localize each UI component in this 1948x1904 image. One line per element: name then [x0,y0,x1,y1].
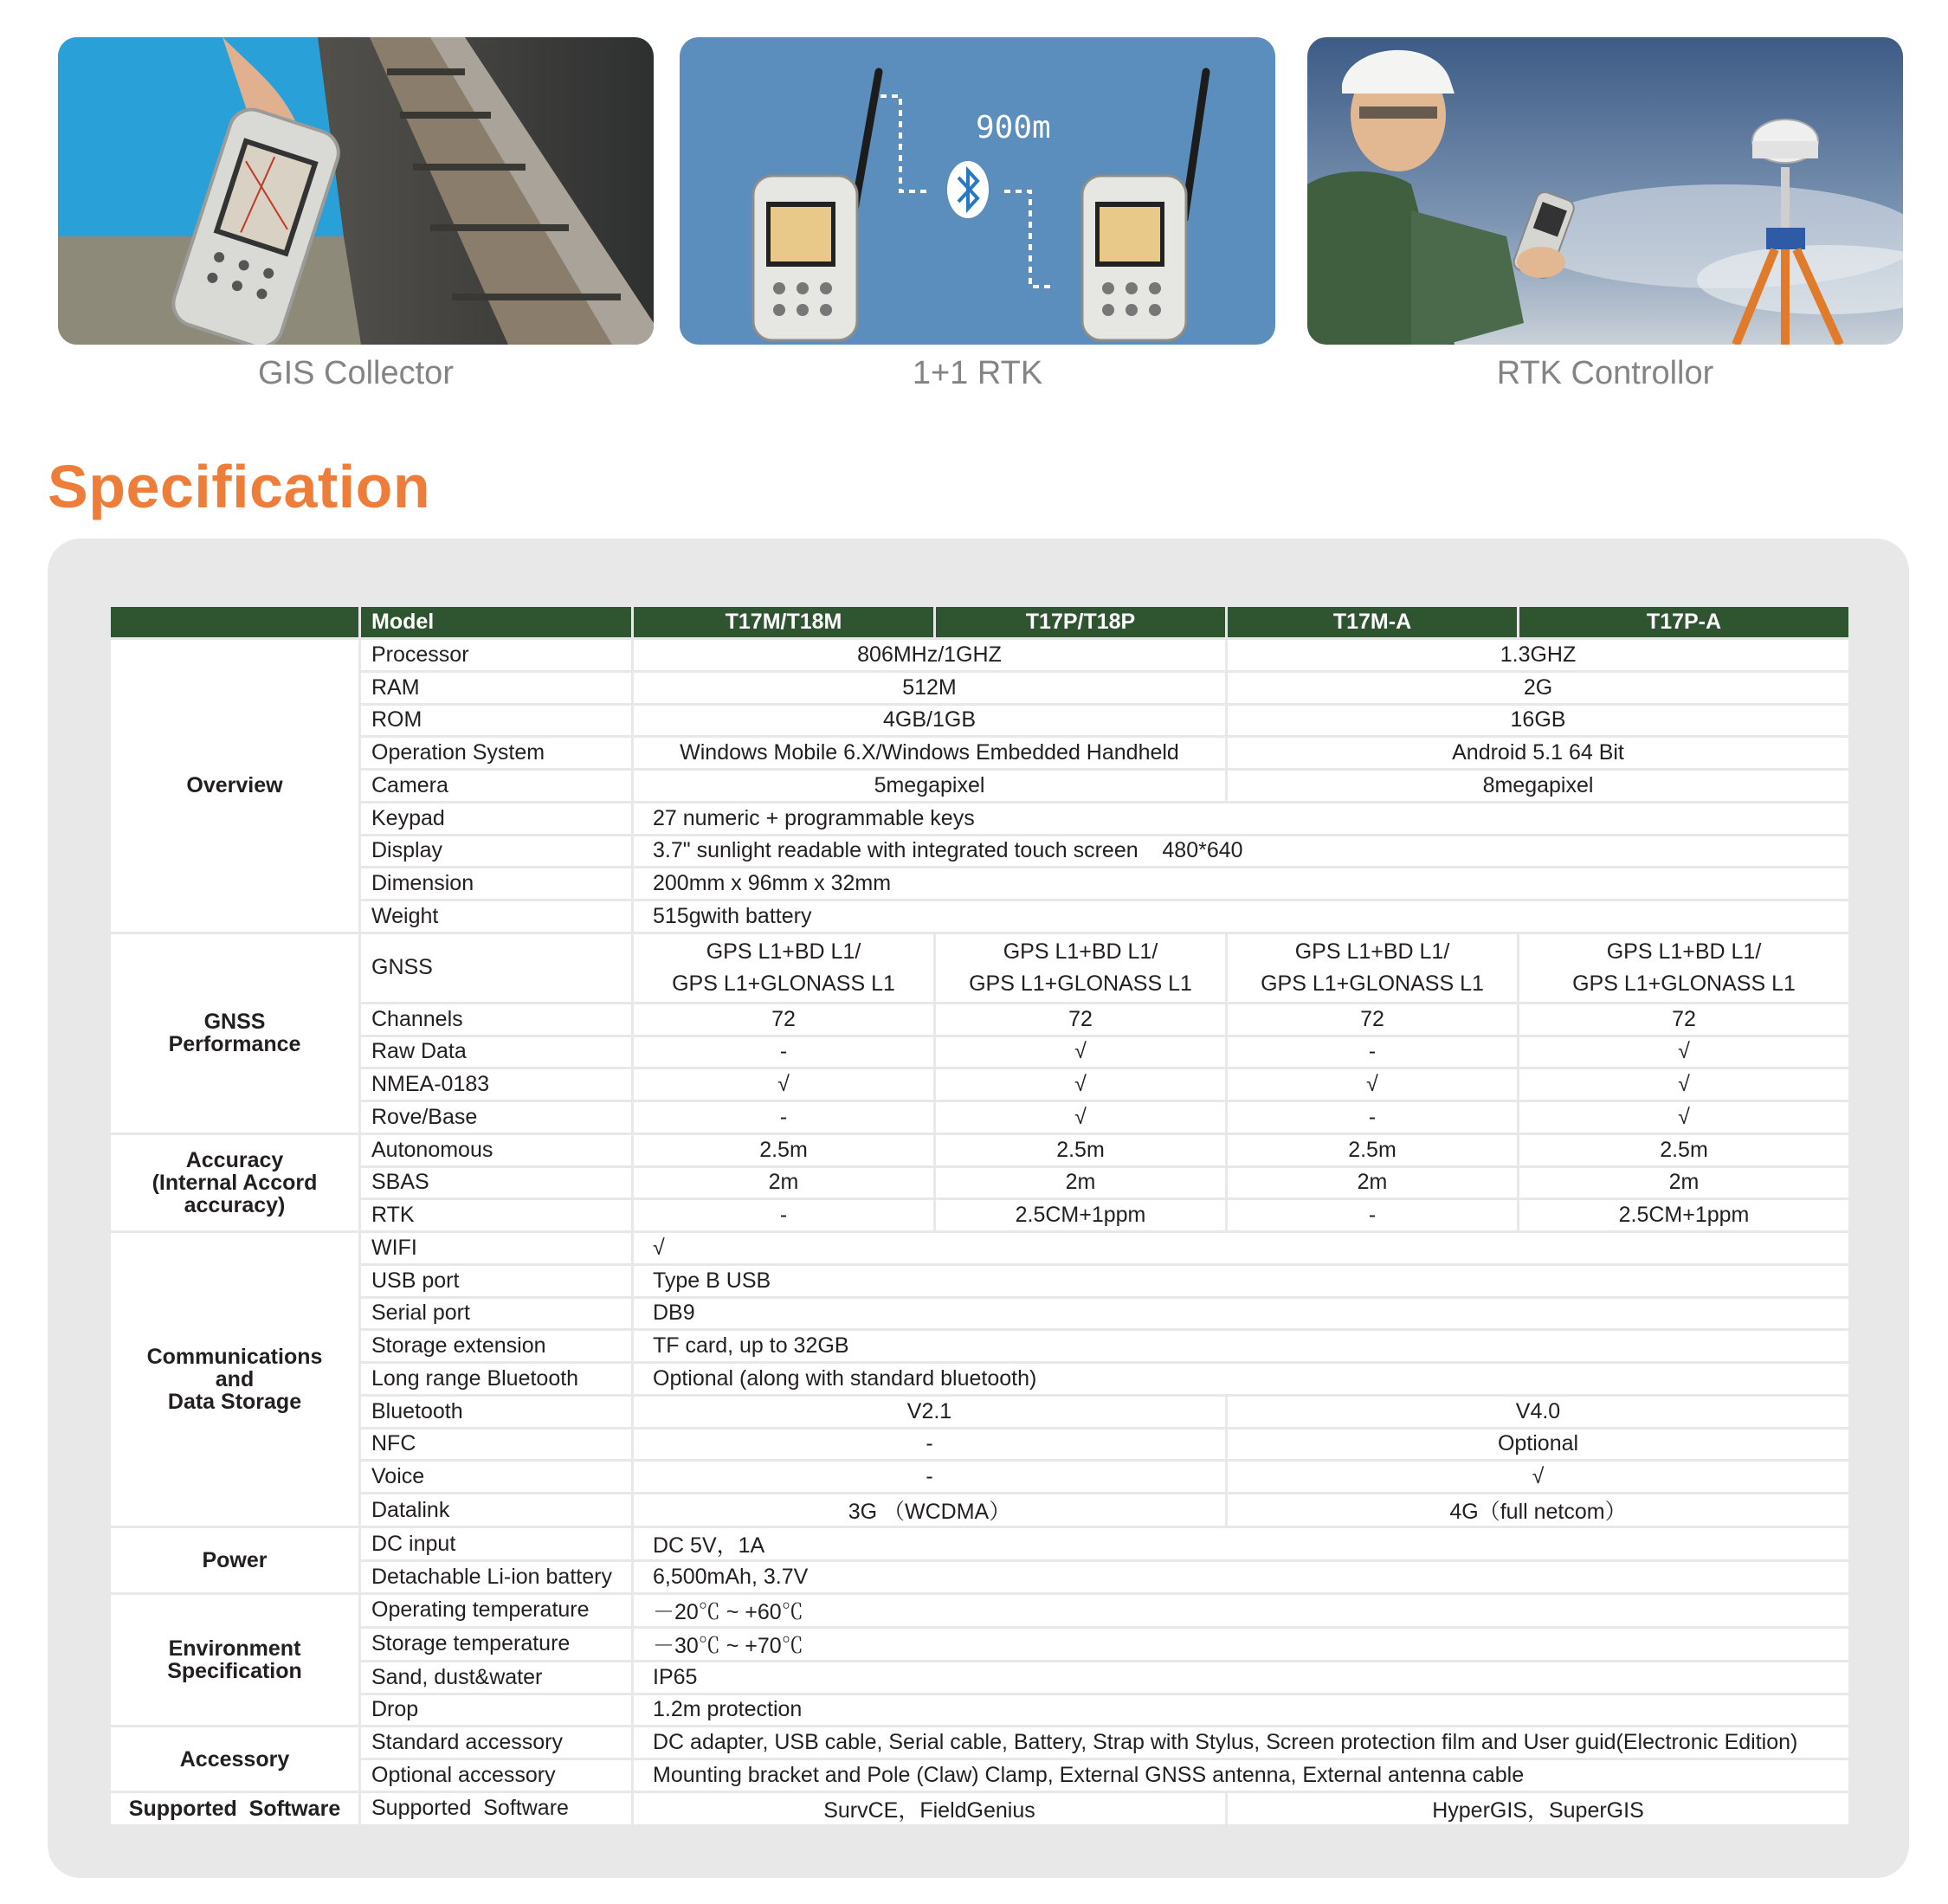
row-label: Storage extension [361,1331,631,1361]
cell-value: 27 numeric + programmable keys [634,804,1848,834]
row-label: Standard accessory [361,1727,631,1758]
row-label: Optional accessory [361,1760,631,1791]
specification-card [48,539,1909,1878]
table-row [111,934,1848,1002]
table-row [111,1662,1848,1693]
header-t17m-t18m: T17M/T18M [634,607,933,637]
cell-value: －20℃ ~ +60℃ [634,1595,1848,1626]
row-label: Processor [361,640,631,670]
table-row [111,1266,1848,1296]
table-row [111,1528,1848,1559]
cell-value: - [634,1430,1225,1460]
table-row [111,1695,1848,1726]
table-header-row [111,607,1848,637]
gnss-line: GPS L1+GLONASS L1 [1261,971,1484,996]
cell-value: 806MHz/1GHZ [634,640,1225,670]
cell-value: 1.2m protection [634,1695,1848,1726]
category-line: GNSS [203,1010,266,1035]
cell-value: √ [936,1102,1225,1133]
table-row [111,1562,1848,1592]
cell-value: 4G（full netcom） [1228,1494,1848,1526]
cell-value: Mounting bracket and Pole (Claw) Clamp, External GNSS antenna, External antenna cable [634,1760,1848,1791]
cell-value: 2m [936,1168,1225,1198]
cell-value: - [1228,1102,1517,1133]
cell-value: 72 [1519,1004,1848,1035]
table-row [111,1168,1848,1198]
table-row [111,1004,1848,1035]
specification-table [108,604,1851,1827]
cell-value: 2m [1228,1168,1517,1198]
cell-value: 8megapixel [1228,771,1848,801]
row-label: Camera [361,771,631,801]
table-row [111,1595,1848,1626]
cell-value: 2.5CM+1ppm [1519,1200,1848,1230]
bluetooth-icon [947,161,989,218]
row-label: RTK [361,1200,631,1230]
cell-value [634,934,933,1002]
gnss-line: GPS L1+GLONASS L1 [672,971,895,996]
gnss-line: GPS L1+BD L1/ [1003,939,1158,964]
row-label: Supported Software [361,1793,631,1824]
cell-value: 3G （WCDMA） [634,1494,1225,1526]
cell-value: Android 5.1 64 Bit [1228,738,1848,768]
row-label: Long range Bluetooth [361,1364,631,1394]
table-row [111,1135,1848,1165]
cell-value: DB9 [634,1299,1848,1329]
cell-value: －30℃ ~ +70℃ [634,1629,1848,1660]
row-label: Storage temperature [361,1629,631,1660]
category-power: Power [111,1528,358,1592]
row-label: Drop [361,1695,631,1726]
table-row [111,1037,1848,1068]
cell-value: 4GB/1GB [634,706,1225,736]
cell-value: - [1228,1037,1517,1068]
table-row [111,1299,1848,1329]
cell-value: 200mm x 96mm x 32mm [634,868,1848,899]
gnss-line: GPS L1+GLONASS L1 [1572,971,1796,996]
row-label: RAM [361,673,631,703]
gis-collector-caption: GIS Collector [258,355,454,391]
cell-value: 2G [1228,673,1848,703]
category-environment [111,1595,358,1726]
category-line: accuracy) [184,1192,286,1217]
cell-value: 512M [634,673,1225,703]
cell-value: Type B USB [634,1266,1848,1296]
gnss-line: GPS L1+GLONASS L1 [969,971,1192,996]
category-line: Communications [146,1345,323,1369]
rtk-link-illustration [680,37,1275,345]
cell-value: 2m [1519,1168,1848,1198]
rtk-caption: 1+1 RTK [912,355,1043,391]
table-row [111,1727,1848,1758]
cell-value: Optional (along with standard bluetooth) [634,1364,1848,1394]
cell-value: 3.7" sunlight readable with integrated touch screen 480*640 [634,836,1848,867]
cell-value: √ [1228,1069,1517,1100]
table-row [111,901,1848,932]
category-communications [111,1233,358,1526]
table-row [111,1200,1848,1230]
header-t17p-t18p: T17P/T18P [936,607,1225,637]
table-row [111,1629,1848,1660]
row-label: Detachable Li-ion battery [361,1562,631,1592]
cell-value: HyperGIS，SuperGIS [1228,1793,1848,1824]
cell-value: DC 5V，1A [634,1528,1848,1559]
cell-value: Optional [1228,1430,1848,1460]
cell-value: TF card, up to 32GB [634,1331,1848,1361]
cell-value: 2.5m [936,1135,1225,1165]
table-row [111,1793,1848,1824]
row-label: Weight [361,901,631,932]
cell-value: √ [1228,1462,1848,1492]
table-row [111,1462,1848,1492]
table-row [111,804,1848,834]
category-gnss-performance [111,934,358,1133]
cell-value: 72 [1228,1004,1517,1035]
table-row [111,1494,1848,1526]
table-row [111,1233,1848,1263]
category-line: Specification [167,1659,302,1683]
cell-value: 2.5m [634,1135,933,1165]
cell-value: √ [1519,1102,1848,1133]
table-row [111,868,1848,899]
row-label: Datalink [361,1494,631,1526]
gnss-line: GPS L1+BD L1/ [706,939,861,964]
cell-value: - [1228,1200,1517,1230]
table-row [111,706,1848,736]
row-label: Channels [361,1004,631,1035]
row-label: Autonomous [361,1135,631,1165]
cell-value: Windows Mobile 6.X/Windows Embedded Handheld [634,738,1225,768]
table-row [111,771,1848,801]
rtk-controller-caption: RTK Controllor [1496,355,1714,391]
row-label: Rove/Base [361,1102,631,1133]
row-label: ROM [361,706,631,736]
header-blank [111,607,358,637]
category-accuracy [111,1135,358,1230]
category-line: Environment [168,1636,301,1661]
cell-value: 72 [634,1004,933,1035]
cell-value: 6,500mAh, 3.7V [634,1562,1848,1592]
cell-value: V4.0 [1228,1397,1848,1427]
header-t17p-a: T17P-A [1519,607,1848,637]
table-row [111,1760,1848,1791]
cell-value: - [634,1462,1225,1492]
gnss-line: GPS L1+BD L1/ [1606,939,1762,964]
rtk-controller-photo [1307,37,1903,345]
row-label: USB port [361,1266,631,1296]
cell-value: 2m [634,1168,933,1198]
cell-value: SurvCE，FieldGenius [634,1793,1225,1824]
row-label: GNSS [361,934,631,1002]
row-label: Keypad [361,804,631,834]
cell-value: - [634,1200,933,1230]
row-label: Operation System [361,738,631,768]
table-row [111,1430,1848,1460]
row-label: Operating temperature [361,1595,631,1626]
cell-value: 5megapixel [634,771,1225,801]
row-label: Dimension [361,868,631,899]
cell-value: √ [936,1037,1225,1068]
table-row [111,1397,1848,1427]
category-accessory: Accessory [111,1727,358,1791]
category-software: Supported Software [111,1793,358,1824]
table-row [111,640,1848,670]
category-line: Performance [168,1032,301,1057]
table-row [111,1364,1848,1394]
header-model: Model [361,607,631,637]
row-label: SBAS [361,1168,631,1198]
row-label: NMEA-0183 [361,1069,631,1100]
category-line: and [215,1367,255,1391]
category-overview: Overview [111,640,358,932]
gis-collector-photo [58,37,654,345]
row-label: Display [361,836,631,867]
cell-value: 1.3GHZ [1228,640,1848,670]
cell-value: IP65 [634,1662,1848,1693]
row-label: WIFI [361,1233,631,1263]
header-t17m-a: T17M-A [1228,607,1517,637]
cell-value: √ [634,1233,1848,1263]
row-label: NFC [361,1430,631,1460]
cell-value: √ [1519,1037,1848,1068]
cell-value: - [634,1037,933,1068]
cell-value [1228,934,1517,1002]
table-row [111,1069,1848,1100]
category-line: Accuracy [185,1147,284,1172]
table-row [111,673,1848,703]
table-row [111,1102,1848,1133]
cell-value: 2.5m [1519,1135,1848,1165]
cell-value: 72 [936,1004,1225,1035]
table-row [111,836,1848,867]
category-line: (Internal Accord [152,1170,318,1195]
cell-value [936,934,1225,1002]
cell-value: 2.5CM+1ppm [936,1200,1225,1230]
table-row [111,738,1848,768]
distance-label: 900m [976,110,1051,145]
row-label: Raw Data [361,1037,631,1068]
category-line: Data Storage [167,1390,302,1414]
gnss-line: GPS L1+BD L1/ [1294,939,1450,964]
table-row [111,1331,1848,1361]
cell-value: - [634,1102,933,1133]
cell-value: 515gwith battery [634,901,1848,932]
cell-value [1519,934,1848,1002]
row-label: DC input [361,1528,631,1559]
specification-heading: Specification [48,453,431,520]
cell-value: V2.1 [634,1397,1225,1427]
row-label: Voice [361,1462,631,1492]
cell-value: √ [936,1069,1225,1100]
row-label: Bluetooth [361,1397,631,1427]
cell-value: √ [634,1069,933,1100]
cell-value: 2.5m [1228,1135,1517,1165]
cell-value: 16GB [1228,706,1848,736]
cell-value: DC adapter, USB cable, Serial cable, Battery, Strap with Stylus, Screen protection film and User guid(Electronic Edition) [634,1727,1848,1758]
cell-value: √ [1519,1069,1848,1100]
row-label: Serial port [361,1299,631,1329]
row-label: Sand, dust&water [361,1662,631,1693]
